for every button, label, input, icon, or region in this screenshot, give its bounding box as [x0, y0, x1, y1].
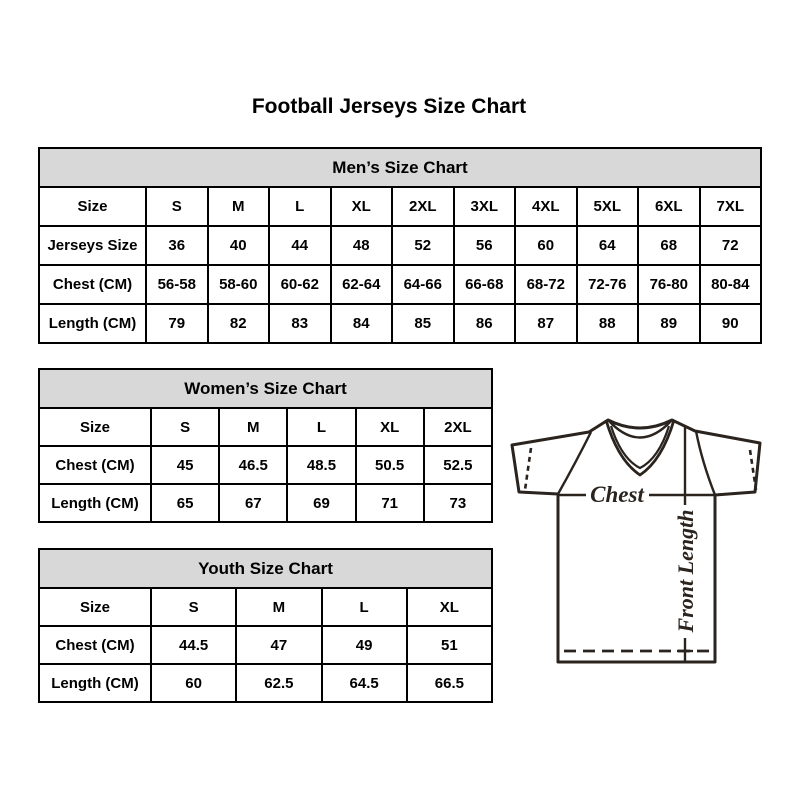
- front-length-label: Front Length: [673, 509, 698, 633]
- value-cell: 89: [638, 304, 700, 343]
- value-cell: 87: [515, 304, 577, 343]
- row-label-cell: Length (CM): [39, 664, 151, 702]
- value-cell: 79: [146, 304, 208, 343]
- table-row: [39, 408, 492, 446]
- value-cell: 62-64: [331, 265, 393, 304]
- table-row: [39, 446, 492, 484]
- value-cell: 3XL: [454, 187, 516, 226]
- value-cell: S: [146, 187, 208, 226]
- value-cell: 56-58: [146, 265, 208, 304]
- row-label-cell: Size: [39, 588, 151, 626]
- value-cell: 56: [454, 226, 516, 265]
- value-cell: L: [322, 588, 407, 626]
- jersey-diagram-icon: [500, 400, 770, 680]
- value-cell: L: [269, 187, 331, 226]
- value-cell: L: [287, 408, 355, 446]
- value-cell: 40: [208, 226, 270, 265]
- value-cell: 64.5: [322, 664, 407, 702]
- value-cell: 64-66: [392, 265, 454, 304]
- value-cell: 44.5: [151, 626, 236, 664]
- value-cell: 48: [331, 226, 393, 265]
- value-cell: 62.5: [236, 664, 321, 702]
- value-cell: 36: [146, 226, 208, 265]
- value-cell: 88: [577, 304, 639, 343]
- value-cell: 60: [151, 664, 236, 702]
- section-header-row: [39, 148, 761, 187]
- value-cell: 68: [638, 226, 700, 265]
- value-cell: 86: [454, 304, 516, 343]
- value-cell: 2XL: [392, 187, 454, 226]
- value-cell: 85: [392, 304, 454, 343]
- table-row: [39, 265, 761, 304]
- value-cell: 49: [322, 626, 407, 664]
- value-cell: XL: [407, 588, 492, 626]
- value-cell: 46.5: [219, 446, 287, 484]
- value-cell: 72: [700, 226, 762, 265]
- row-label-cell: Length (CM): [39, 484, 151, 522]
- row-label-cell: Chest (CM): [39, 446, 151, 484]
- jersey-outline: [512, 420, 760, 662]
- value-cell: 64: [577, 226, 639, 265]
- table-row: [39, 664, 492, 702]
- table-row: [39, 226, 761, 265]
- value-cell: 84: [331, 304, 393, 343]
- value-cell: M: [236, 588, 321, 626]
- value-cell: 45: [151, 446, 219, 484]
- row-label-cell: Jerseys Size: [39, 226, 146, 265]
- row-label-cell: Chest (CM): [39, 265, 146, 304]
- value-cell: S: [151, 588, 236, 626]
- chest-label: Chest: [590, 482, 644, 507]
- value-cell: 65: [151, 484, 219, 522]
- page-title: Football Jerseys Size Chart: [251, 95, 527, 118]
- value-cell: 6XL: [638, 187, 700, 226]
- value-cell: 67: [219, 484, 287, 522]
- table-row: [39, 626, 492, 664]
- section-header-row: [39, 549, 492, 588]
- mens-size-table: [38, 147, 762, 344]
- youth-size-table: [38, 548, 493, 703]
- value-cell: 66.5: [407, 664, 492, 702]
- value-cell: 66-68: [454, 265, 516, 304]
- table-section-title: Youth Size Chart: [39, 549, 492, 588]
- value-cell: 90: [700, 304, 762, 343]
- value-cell: 83: [269, 304, 331, 343]
- value-cell: 58-60: [208, 265, 270, 304]
- value-cell: M: [208, 187, 270, 226]
- womens-size-table: [38, 368, 493, 523]
- table-section-title: Women’s Size Chart: [39, 369, 492, 408]
- value-cell: 60: [515, 226, 577, 265]
- value-cell: 80-84: [700, 265, 762, 304]
- table-row: [39, 588, 492, 626]
- value-cell: 68-72: [515, 265, 577, 304]
- value-cell: 7XL: [700, 187, 762, 226]
- row-label-cell: Chest (CM): [39, 626, 151, 664]
- value-cell: 44: [269, 226, 331, 265]
- value-cell: 50.5: [356, 446, 424, 484]
- value-cell: M: [219, 408, 287, 446]
- value-cell: 48.5: [287, 446, 355, 484]
- value-cell: S: [151, 408, 219, 446]
- value-cell: 73: [424, 484, 492, 522]
- value-cell: 82: [208, 304, 270, 343]
- value-cell: 60-62: [269, 265, 331, 304]
- value-cell: 69: [287, 484, 355, 522]
- value-cell: 76-80: [638, 265, 700, 304]
- value-cell: XL: [331, 187, 393, 226]
- value-cell: XL: [356, 408, 424, 446]
- row-label-cell: Length (CM): [39, 304, 146, 343]
- value-cell: 5XL: [577, 187, 639, 226]
- value-cell: 72-76: [577, 265, 639, 304]
- row-label-cell: Size: [39, 408, 151, 446]
- value-cell: 51: [407, 626, 492, 664]
- value-cell: 2XL: [424, 408, 492, 446]
- value-cell: 47: [236, 626, 321, 664]
- table-row: [39, 484, 492, 522]
- value-cell: 71: [356, 484, 424, 522]
- value-cell: 4XL: [515, 187, 577, 226]
- table-row: [39, 304, 761, 343]
- row-label-cell: Size: [39, 187, 146, 226]
- table-row: [39, 187, 761, 226]
- value-cell: 52.5: [424, 446, 492, 484]
- table-section-title: Men’s Size Chart: [39, 148, 761, 187]
- section-header-row: [39, 369, 492, 408]
- value-cell: 52: [392, 226, 454, 265]
